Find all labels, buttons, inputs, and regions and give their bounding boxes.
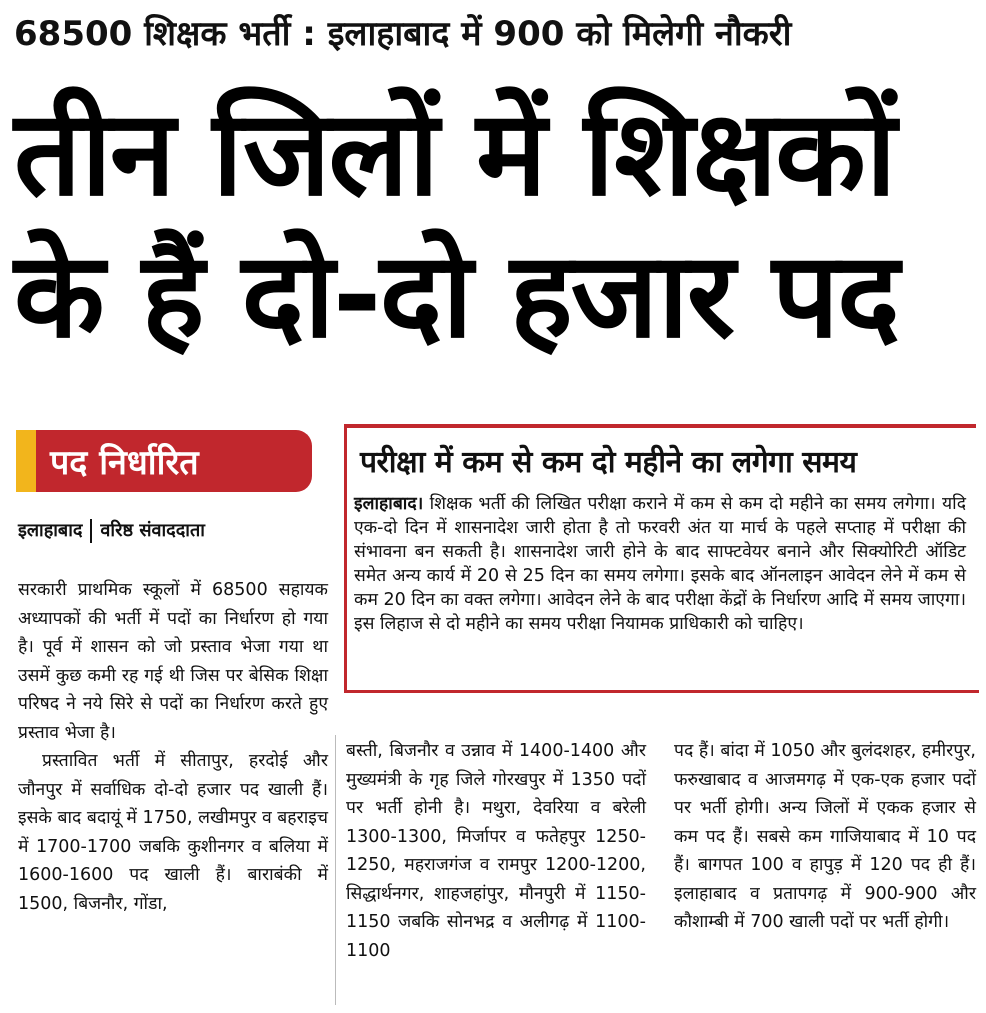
- section-tag: [16, 430, 312, 492]
- article-column-1: [18, 576, 328, 918]
- article-paragraph: पद हैं। बांदा में 1050 और बुलंदशहर, हमीरपुर, फरुखाबाद व आजमगढ़ में एक-एक हजार पदों पर भर्ती होगी। अन्य जिलों में एकक हजार से कम पद हैं। सबसे कम गाजियाबाद में 10 पद हैं। बागपत 100 व हापुड़ में 120 पद ही हैं। इलाहाबाद व प्रतापगढ़ में 900-900 और कौशाम्बी में 700 खाली पदों पर भर्ती होगी।: [674, 741, 976, 932]
- article-paragraph: प्रस्तावित भर्ती में सीतापुर, हरदोई और जौनपुर में सर्वाधिक दो-दो हजार पद खाली हैं। इसके बाद बदायूं में 1750, लखीमपुर व बहराइच में 1700-1700 जबकि कुशीनगर व बलिया में 1600-1600 पद खाली हैं। बाराबंकी में 1500, बिजनौर, गोंडा,: [18, 751, 328, 914]
- byline: [18, 518, 338, 543]
- sidebar-box-place: इलाहाबाद।: [354, 494, 424, 514]
- tag-stripe: [16, 430, 36, 492]
- section-tag-label: पद निर्धारित: [50, 443, 199, 483]
- column-divider: [335, 735, 336, 1005]
- kicker-line: 68500 शिक्षक भर्ती : इलाहाबाद में 900 को मिलेगी नौकरी: [14, 14, 792, 54]
- headline-line-2: के हैं दो-दो हजार पद: [14, 226, 898, 364]
- headline-line-1: तीन जिलों में शिक्षकों: [14, 84, 895, 222]
- byline-place: इलाहाबाद: [18, 520, 83, 541]
- article-column-2: [346, 737, 646, 965]
- sidebar-box-title: परीक्षा में कम से कम दो महीने का लगेगा समय: [360, 445, 857, 480]
- sidebar-box-text: शिक्षक भर्ती की लिखित परीक्षा कराने में कम से कम दो महीने का समय लगेगा। यदि एक-दो दिन में शासनादेश जारी होता है तो फरवरी अंत या मार्च के पहले सप्ताह में परीक्षा की संभावना बन सकती है। शासनादेश जारी होने के बाद साफ्टवेयर बनाने और सिक्योरिटी ऑडिट समेत अन्य कार्य में 20 से 25 दिन का समय लगेगा। इसके बाद ऑनलाइन आवेदन लेने में कम से कम 20 दिन का वक्त लगेगा। आवेदन लेने के बाद परीक्षा केंद्रों के निर्धारण आदि में समय जाएगा। इस लिहाज से दो महीने का समय परीक्षा नियामक प्राधिकारी को चाहिए।: [354, 494, 966, 634]
- article-paragraph: सरकारी प्राथमिक स्कूलों में 68500 सहायक अध्यापकों की भर्ती में पदों का निर्धारण हो गया है। पूर्व में शासन को जो प्रस्ताव भेजा गया था उसमें कुछ कमी रह गई थी जिस पर बेसिक शिक्षा परिषद ने नये सिरे से पदों का निर्धारण करते हुए प्रस्ताव भेजा है।: [18, 580, 328, 743]
- sidebar-box-top-rule: [344, 424, 976, 428]
- sidebar-box-body: [354, 492, 966, 636]
- byline-author: वरिष्ठ संवाददाता: [100, 520, 205, 541]
- article-paragraph: बस्ती, बिजनौर व उन्नाव में 1400-1400 और मुख्यमंत्री के गृह जिले गोरखपुर में 1350 पदों पर भर्ती होनी है। मथुरा, देवरिया व बरेली 1300-1300, मिर्जापर व फतेहपुर 1250-1250, महराजगंज व रामपुर 1200-1200, सिद्धार्थनगर, शाहजहांपुर, मौनपुरी में 1150-1150 जबकि सोनभद्र व अलीगढ़ में 1100-1100: [346, 741, 646, 961]
- headline: [14, 82, 976, 366]
- article-column-3: [674, 737, 976, 937]
- byline-divider: [90, 519, 92, 543]
